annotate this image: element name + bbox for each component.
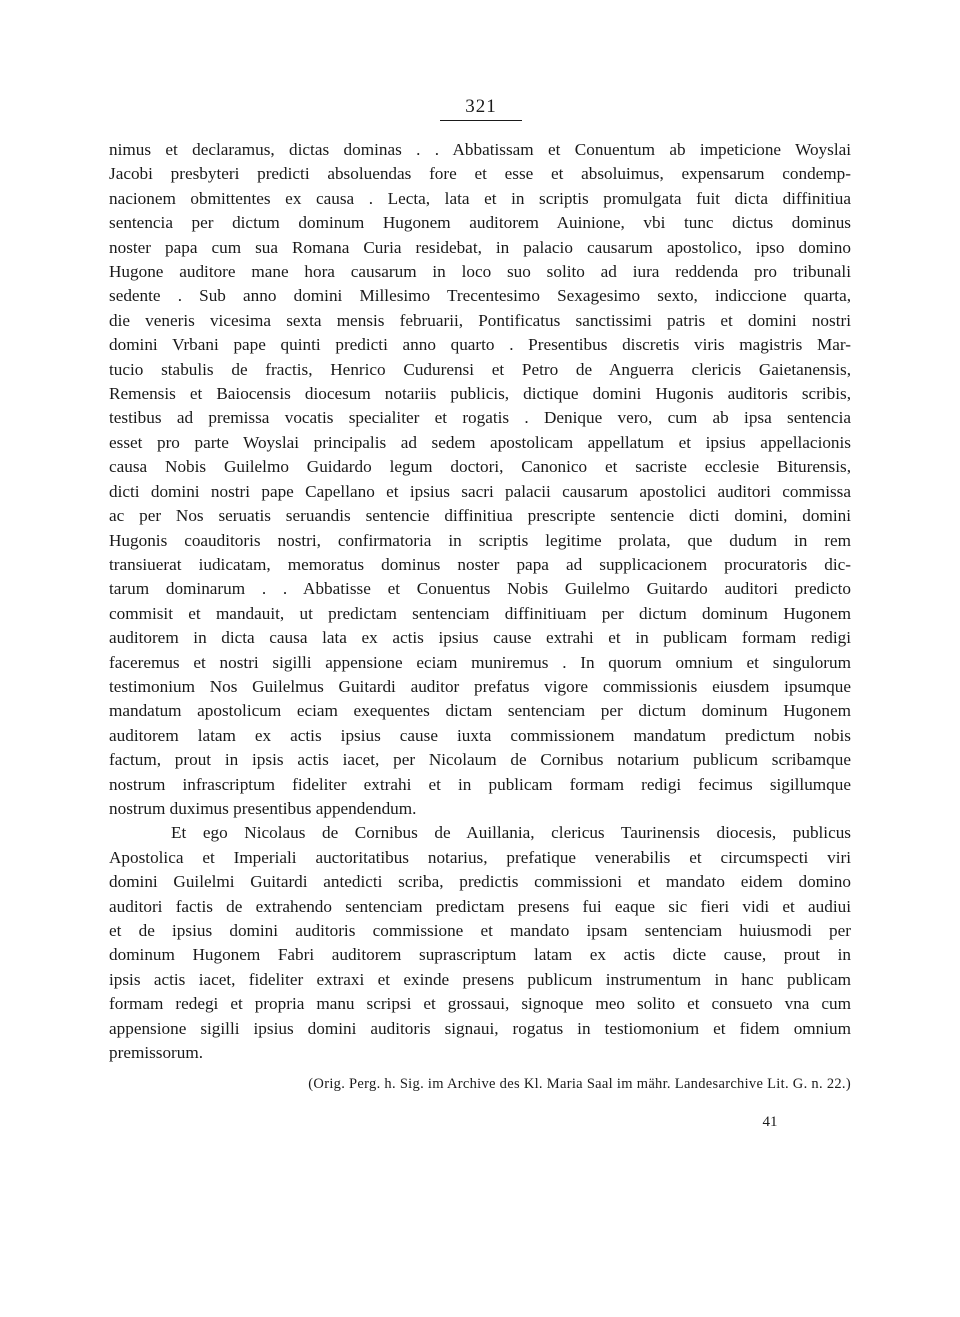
text-line: dominum Hugonem Fabri auditorem suprascriptum latam ex actis dicte cause, prout in xyxy=(109,945,851,965)
text-line: nostrum infrascriptum fideliter extrahi et in publicam formam redigi fecimus sigillumque xyxy=(109,774,851,794)
text-line: testibus ad premissa vocatis specialiter et rogatis . Denique vero, cum ab ipsa sentencia xyxy=(109,408,851,428)
text-line: domini Vrbani pape quinti predicti anno quarto . Presentibus discretis viris magistris Mar- xyxy=(109,335,851,355)
text-line: nostrum duximus presentibus appendendum. xyxy=(109,798,417,818)
text-line: noster papa cum sua Romana Curia residebat, in palacio causarum apostolico, ipso domino xyxy=(109,237,851,257)
text-line: ipsis actis iacet, fideliter extraxi et exinde presens publicum instrumentum in hanc publicam xyxy=(109,969,851,989)
text-line: domini Guilelmi Guitardi antedicti scriba, predictis commissioni et mandato eidem domino xyxy=(109,872,851,892)
text-line: faceremus et nostri sigilli appensione eciam muniremus . In quorum omnium et singulorum xyxy=(109,652,851,672)
text-line: tarum dominarum . . Abbatisse et Conuentus Nobis Guilelmo Guitardo auditori predicto xyxy=(109,579,851,599)
text-line: dicti domini nostri pape Capellano et ipsius sacri palacii causarum apostolici auditori commissa xyxy=(109,481,851,501)
text-line: nimus et declaramus, dictas dominas . . Abbatissam et Conuentum ab impeticione Woyslai xyxy=(109,140,851,159)
text-line: factum, prout in ipsis actis iacet, per Nicolaum de Cornibus notarium publicum scribamque xyxy=(109,750,851,770)
text-line: auditorem latam ex actis ipsius cause iuxta commissionem mandatum predictum nobis xyxy=(109,725,851,745)
text-line: nacionem obmittentes ex causa . Lecta, lata et in scriptis promulgata fuit dicta diffinitiua xyxy=(109,188,851,208)
text-line: premissorum. xyxy=(109,1043,204,1063)
text-line: mandatum apostolicum eciam exequentes dictam sentenciam per dictum dominum Hugonem xyxy=(109,701,851,721)
text-line: sedente . Sub anno domini Millesimo Trecentesimo Sexagesimo sexto, indiccione quarta, xyxy=(109,286,851,306)
source-citation: (Orig. Perg. h. Sig. im Archive des Kl. Maria Saal im mähr. Landesarchive Lit. G. n. 22.) xyxy=(308,1076,851,1092)
text-line: Et ego Nicolaus de Cornibus de Auillania, clericus Taurinensis diocesis, publicus xyxy=(171,823,851,843)
paragraph-1 xyxy=(109,138,851,821)
text-line: Jacobi presbyteri predicti absoluendas fore et esse et absoluimus, expensarum condemp- xyxy=(109,164,851,184)
text-line: commisit et mandauit, ut predictam sentenciam diffinitiuam per dictum dominum Hugonem xyxy=(109,603,851,623)
text-line: auditori factis de extrahendo sentenciam predictam presens fui eaque sic fieri vidi et audiui xyxy=(109,896,851,916)
text-line: testimonium Nos Guilelmus Guitardi auditor prefatus vigore commissionis eiusdem ipsumque xyxy=(109,676,851,696)
main-text xyxy=(109,138,851,1065)
text-line: Remensis et Baiocensis diocesum notariis publicis, dictique domini Hugonis auditoris scribis, xyxy=(109,384,851,404)
text-line: formam redegi et propria manu scripsi et grossaui, signoque meo solito et consueto vna cum xyxy=(109,994,851,1014)
text-line: tucio stabulis de fractis, Henrico Cudurensi et Petro de Anguerra clericis Gaietanensis, xyxy=(109,359,851,379)
text-line: auditorem in dicta causa lata ex actis ipsius cause extrahi et in publicam formam redigi xyxy=(109,628,851,648)
text-line: transiuerat iudicatam, memoratus dominus noster papa ad supplicacionem procuratoris dic- xyxy=(109,554,851,574)
text-line: Hugone auditore mane hora causarum in loco suo solito ad iura reddenda pro tribunali xyxy=(109,262,851,282)
text-line: Apostolica et Imperiali auctoritatibus notarius, prefatique venerabilis et circumspecti viri xyxy=(109,847,851,867)
text-line: et de ipsius domini auditoris commissione et mandato ipsam sentenciam huiusmodi per xyxy=(109,921,851,940)
text-line: Hugonis coauditoris nostri, confirmatoria in scriptis legitime prolata, que dudum in rem xyxy=(109,530,851,550)
text-line: causa Nobis Guilelmo Guidardo legum doctori, Canonico et sacriste ecclesie Biturensis, xyxy=(109,457,851,477)
text-line: die veneris vicesima sexta mensis februarii, Pontificatus sanctissimi patris et domini nostri xyxy=(109,310,851,330)
page-number: 321 xyxy=(440,96,522,121)
paragraph-2 xyxy=(109,821,851,1065)
text-line: sentencia per dictum dominum Hugonem auditorem Auinione, vbi tunc dictus dominus xyxy=(109,213,851,233)
signature-mark: 41 xyxy=(762,1114,778,1130)
text-line: appensione sigilli ipsius domini auditoris signaui, rogatus in testiomonium et fidem omnium xyxy=(109,1018,851,1038)
text-line: ac per Nos seruatis seruandis sentencie diffinitiua prescripte sentencie dicti domini, domini xyxy=(109,506,851,526)
text-line: esset pro parte Woyslai principalis ad sedem apostolicam appellatum et ipsius appellacionis xyxy=(109,432,851,452)
